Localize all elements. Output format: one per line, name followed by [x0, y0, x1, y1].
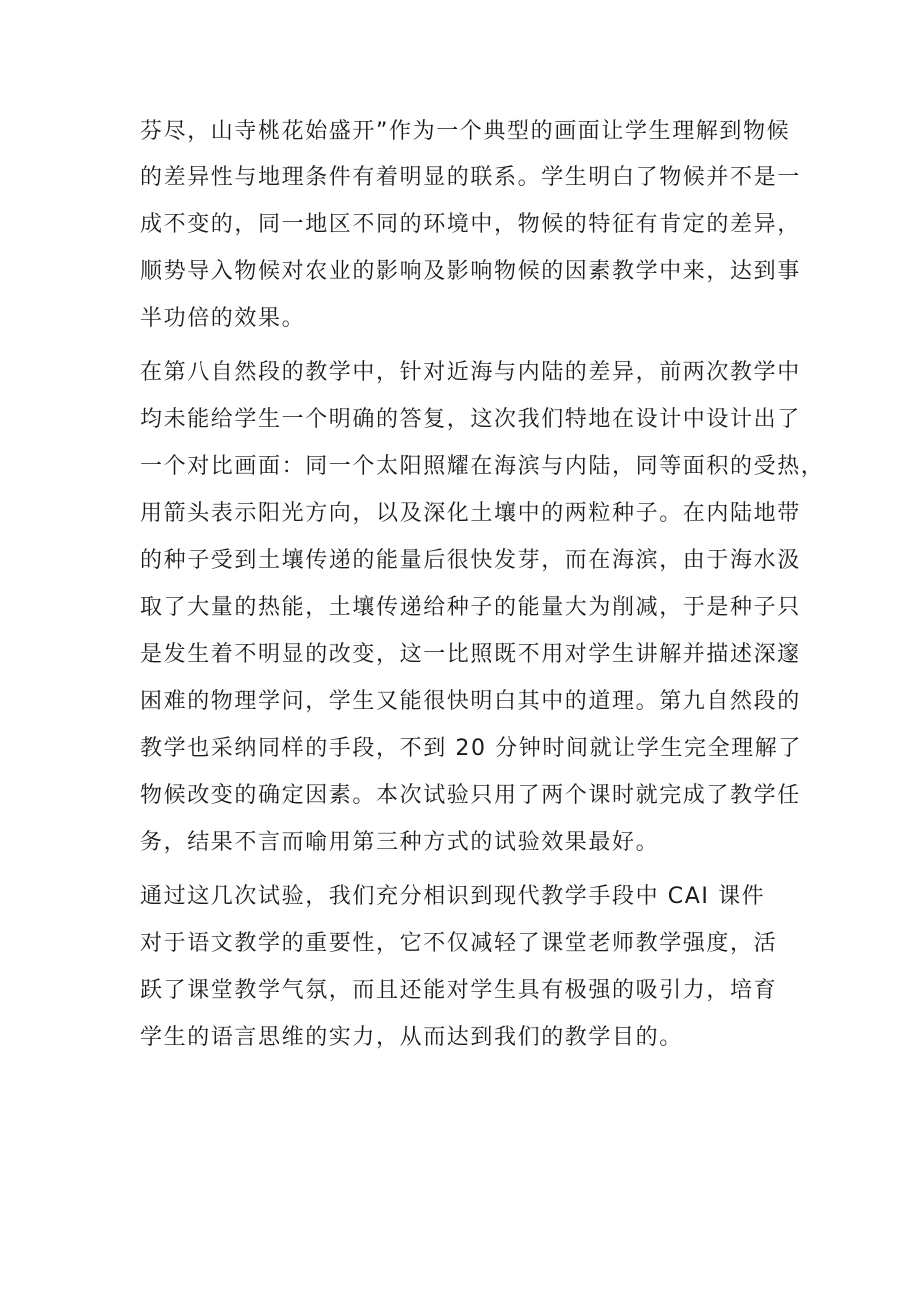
text-line: 半功倍的效果。 — [140, 306, 306, 331]
text-line: 务，结果不言而喻用第三种方式的试验效果最好。 — [140, 830, 660, 855]
text-line: 困难的物理学问，学生又能很快明白其中的道理。第九自然段的 — [140, 689, 801, 714]
text-line: 在第八自然段的教学中，针对近海与内陆的差异，前两次教学中 — [140, 360, 801, 385]
text-line: 均未能给学生一个明确的答复，这次我们特地在设计中设计出了 — [140, 407, 801, 432]
text-line: 成不变的，同一地区不同的环境中，物候的特征有肯定的差异， — [140, 212, 801, 237]
text-line: 物候改变的确定因素。本次试验只用了两个课时就完成了教学任 — [140, 783, 801, 808]
text-line: 一个对比画面：同一个太阳照耀在海滨与内陆，同等面积的受热， — [140, 454, 825, 479]
text-line: 教学也采纳同样的手段，不到 20 分钟时间就让学生完全理解了 — [140, 736, 802, 761]
text-line: 通过这几次试验，我们充分相识到现代教学手段中 CAI 课件 — [140, 884, 766, 909]
text-line: 学生的语言思维的实力，从而达到我们的教学目的。 — [140, 1025, 683, 1050]
text-line: 跃了课堂教学气氛，而且还能对学生具有极强的吸引力，培育 — [140, 978, 778, 1003]
text-line: 的种子受到土壤传递的能量后很快发芽，而在海滨，由于海水汲 — [140, 548, 801, 573]
text-line: 芬尽，山寺桃花始盛开”作为一个典型的画面让学生理解到物候 — [140, 119, 791, 144]
text-line: 是发生着不明显的改变，这一比照既不用对学生讲解并描述深邃 — [140, 642, 801, 667]
text-line: 对于语文教学的重要性，它不仅减轻了课堂老师教学强度，活 — [140, 931, 778, 956]
text-line: 取了大量的热能，土壤传递给种子的能量大为削减，于是种子只 — [140, 595, 801, 620]
text-line: 的差异性与地理条件有着明显的联系。学生明白了物候并不是一 — [140, 165, 801, 190]
text-line: 顺势导入物候对农业的影响及影响物候的因素教学中来，达到事 — [140, 259, 801, 284]
text-line: 用箭头表示阳光方向，以及深化土壤中的两粒种子。在内陆地带 — [140, 501, 801, 526]
